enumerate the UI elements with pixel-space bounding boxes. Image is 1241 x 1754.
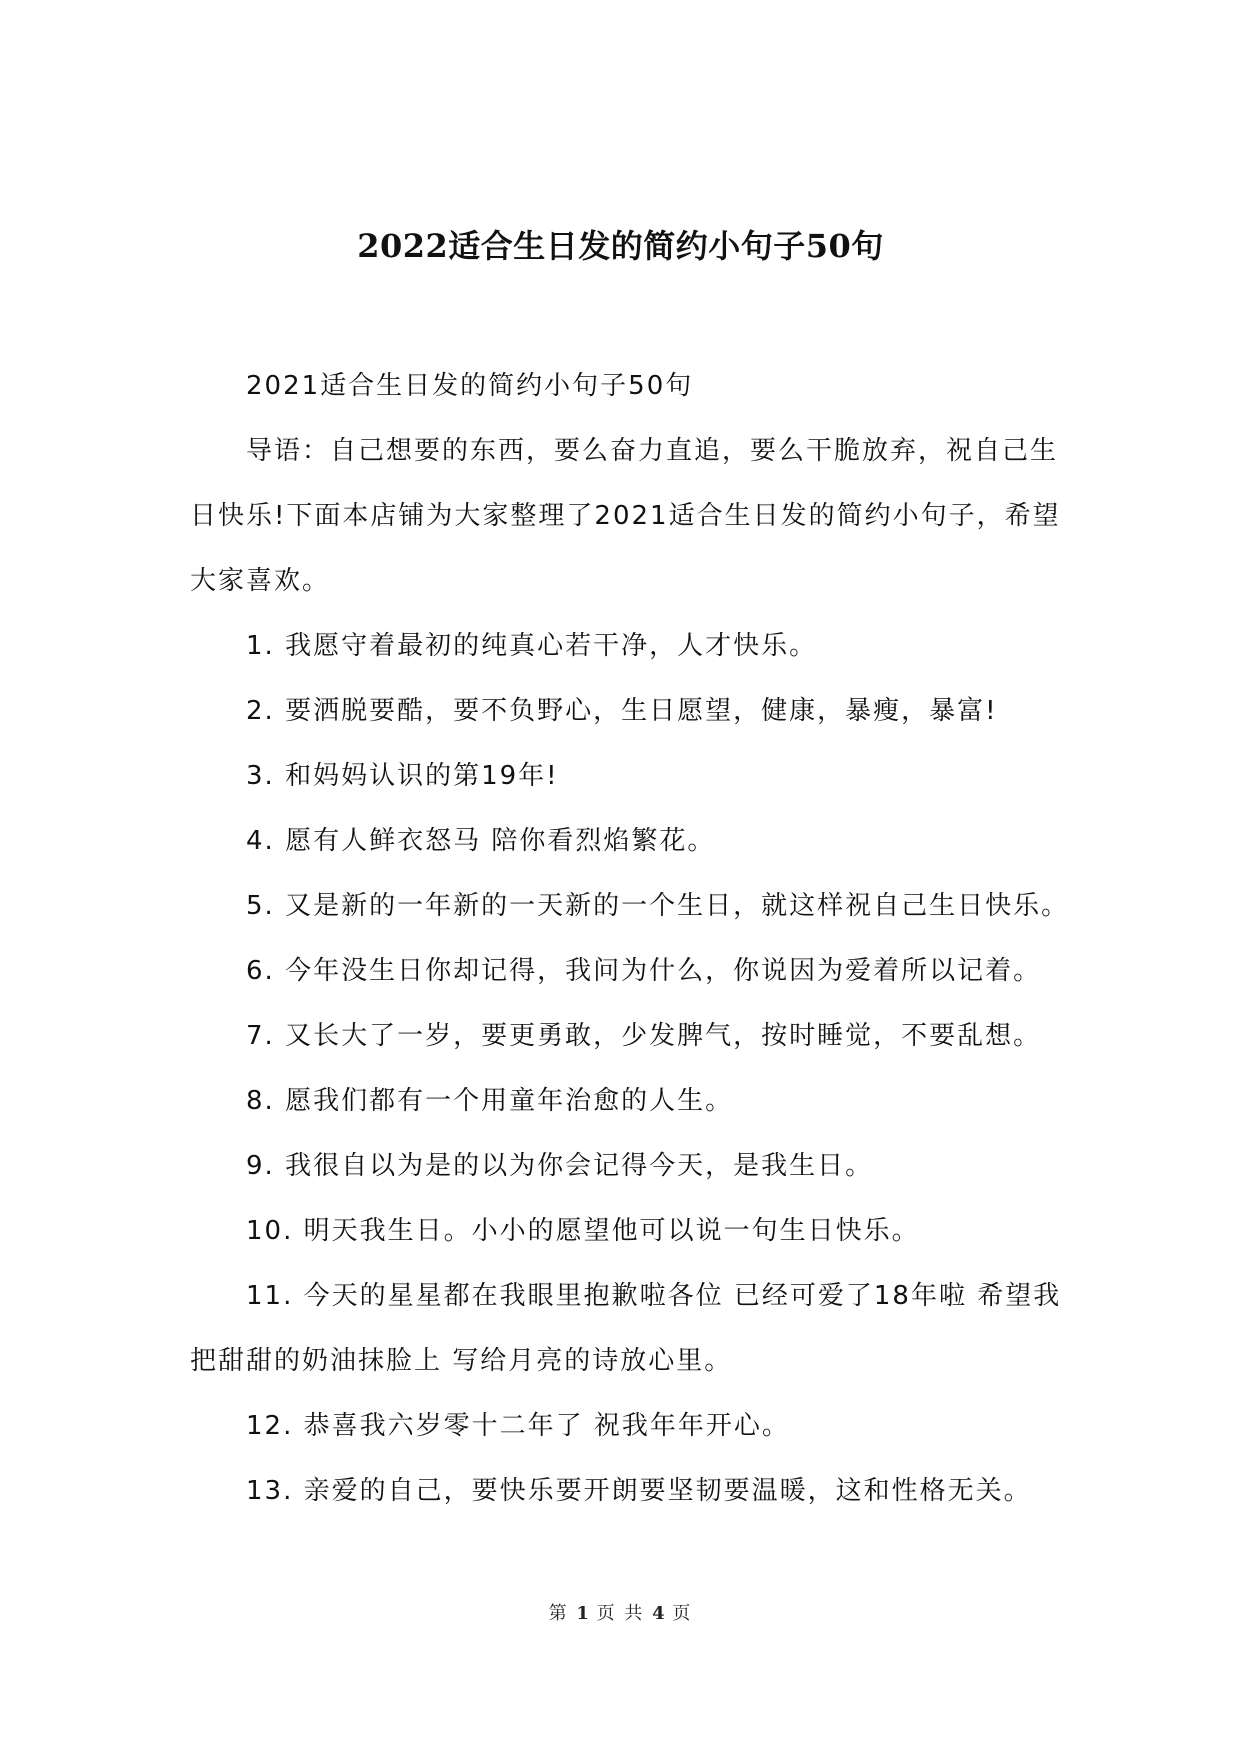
subtitle-paragraph: 2021适合生日发的简约小句子50句 [246,371,694,401]
document-body [190,354,1070,1524]
list-item-13: 13. 亲爱的自己，要快乐要开朗要坚韧要温暖，这和性格无关。 [246,1476,1032,1506]
intro-paragraph: 导语：自己想要的东西，要么奋力直追，要么干脆放弃，祝自己生日快乐!下面本店铺为大家整理了2021适合生日发的简约小句子，希望大家喜欢。 [190,436,1061,596]
list-item-1: 1. 我愿守着最初的纯真心若干净，人才快乐。 [246,631,818,661]
document-title: 2022适合生日发的简约小句子50句 [357,227,884,265]
footer-total-pages: 4 [652,1603,665,1624]
list-item-8: 8. 愿我们都有一个用童年治愈的人生。 [246,1086,734,1116]
list-item-3: 3. 和妈妈认识的第19年! [246,761,559,791]
footer-middle: 页 共 [596,1603,645,1624]
list-item-12: 12. 恭喜我六岁零十二年了 祝我年年开心。 [246,1411,790,1441]
list-item-11: 11. 今天的星星都在我眼里抱歉啦各位 已经可爱了18年啦 希望我把甜甜的奶油抹脸上 写给月亮的诗放心里。 [190,1281,1062,1376]
list-item-4: 4. 愿有人鲜衣怒马 陪你看烈焰繁花。 [246,826,716,856]
footer-page-number: 1 [576,1603,589,1624]
list-item-5: 5. 又是新的一年新的一天新的一个生日，就这样祝自己生日快乐。 [246,891,1070,921]
footer-suffix: 页 [672,1603,693,1624]
list-item-10: 10. 明天我生日。小小的愿望他可以说一句生日快乐。 [246,1216,920,1246]
page-footer [0,1600,1241,1628]
footer-prefix: 第 [548,1603,569,1624]
list-item-9: 9. 我很自以为是的以为你会记得今天，是我生日。 [246,1151,874,1181]
list-item-6: 6. 今年没生日你却记得，我问为什么，你说因为爱着所以记着。 [246,956,1042,986]
list-item-2: 2. 要洒脱要酷，要不负野心，生日愿望，健康，暴瘦，暴富! [246,696,998,726]
list-item-7: 7. 又长大了一岁，要更勇敢，少发脾气，按时睡觉，不要乱想。 [246,1021,1042,1051]
